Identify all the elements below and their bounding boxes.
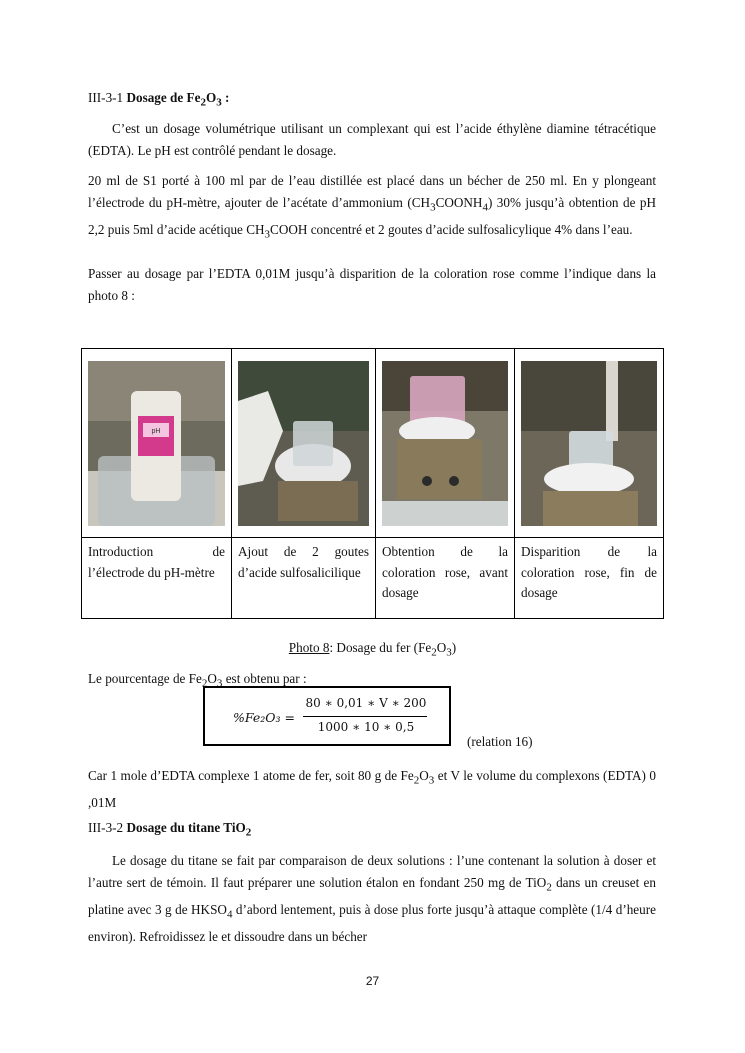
paragraph-titration: Passer au dosage par l’EDTA 0,01M jusqu’à disparition de la coloration rose comme l’indique dans la photo 8 : bbox=[88, 266, 656, 303]
formula-box bbox=[203, 686, 451, 746]
section-heading-tio2: III-3-2 Dosage du titane TiO$_2$ bbox=[88, 820, 252, 839]
photo-caption-1: Introduction de l’électrode du pH-mètre bbox=[82, 538, 232, 619]
formula-lhs: %Fe₂O₃ = bbox=[233, 710, 295, 725]
photo-caption-2: Ajout de 2 goutes d’acide sulfosalicilique bbox=[232, 538, 376, 619]
section-heading-fe2o3: III-3-1 Dosage de $Fe_2O_3$ : bbox=[88, 90, 230, 109]
figure-caption: Photo 8: Dosage du fer $(Fe_2O_3)$ bbox=[288, 640, 457, 659]
photo-sulfosalicylic bbox=[238, 361, 369, 526]
photo-ph-electrode-image bbox=[88, 361, 225, 526]
page-number: 27 bbox=[365, 974, 380, 988]
photo-pink-before-image bbox=[382, 361, 508, 526]
photo-colorless-after-image bbox=[521, 361, 657, 526]
photo-ph-electrode bbox=[88, 361, 225, 526]
photo-cell-2 bbox=[232, 349, 376, 538]
formula-fraction-bar bbox=[303, 716, 427, 717]
photo-caption-3: Obtention de la coloration rose, avant dosage bbox=[376, 538, 515, 619]
photo-colorless-after bbox=[521, 361, 657, 526]
paragraph-edta-note: Car 1 mole d’EDTA complexe 1 atome de fer, soit 80 g de $Fe_2O_3$ et V le volume du complexons (EDTA) 0 ,01M bbox=[88, 768, 656, 811]
svg-text:pH: pH bbox=[151, 428, 161, 435]
formula-denominator: 1000 ∗ 10 ∗ 0,5 bbox=[317, 720, 415, 734]
photo-cell-3 bbox=[376, 349, 515, 538]
photo-sulfosalicylic-image bbox=[238, 361, 369, 526]
relation-label: (relation 16) bbox=[467, 734, 533, 749]
paragraph-procedure: 20 ml de S1 porté à 100 ml par de l’eau distillée est placé dans un bécher de 250 ml. En y plongeant l’électrode du pH-mètre, ajouter de l’acétate d’ammonium $(CH_3COONH_4)$ 30% jusqu’à obtention de pH 2,2 puis 5ml d’acide acétique $CH_3COOH$ concentré et 2 goutes d’acide sulfosalicylique 4% dans l’eau. bbox=[88, 173, 656, 241]
formula-numerator: 80 ∗ 0,01 ∗ V ∗ 200 bbox=[305, 696, 427, 710]
photo-pink-before bbox=[382, 361, 508, 526]
photo-table bbox=[81, 348, 664, 619]
photo-cell-4 bbox=[515, 349, 664, 538]
paragraph-titanium: Le dosage du titane se fait par comparaison de deux solutions : l’une contenant la solution à doser et l’autre sert de témoin. Il faut préparer une solution étalon en fondant 250 mg de TiO$_2$ dans un creuset en platine avec 3 g de $HKSO_4$ d’abord lentement, puis à dose plus forte jusqu’à attaque complète (1/4 d’heure environ). Refroidissez le et dissoudre dans un bécher bbox=[88, 853, 656, 944]
photo-caption-4: Disparition de la coloration rose, fin de dosage bbox=[515, 538, 664, 619]
photo-cell-1 bbox=[82, 349, 232, 538]
paragraph-percentage: Le pourcentage de $Fe_2O_3$ est obtenu par : bbox=[88, 671, 307, 690]
paragraph-intro: C’est un dosage volumétrique utilisant un complexant qui est l’acide éthylène diamine tétracétique (EDTA). Le pH est contrôlé pendant le dosage. bbox=[88, 121, 656, 158]
